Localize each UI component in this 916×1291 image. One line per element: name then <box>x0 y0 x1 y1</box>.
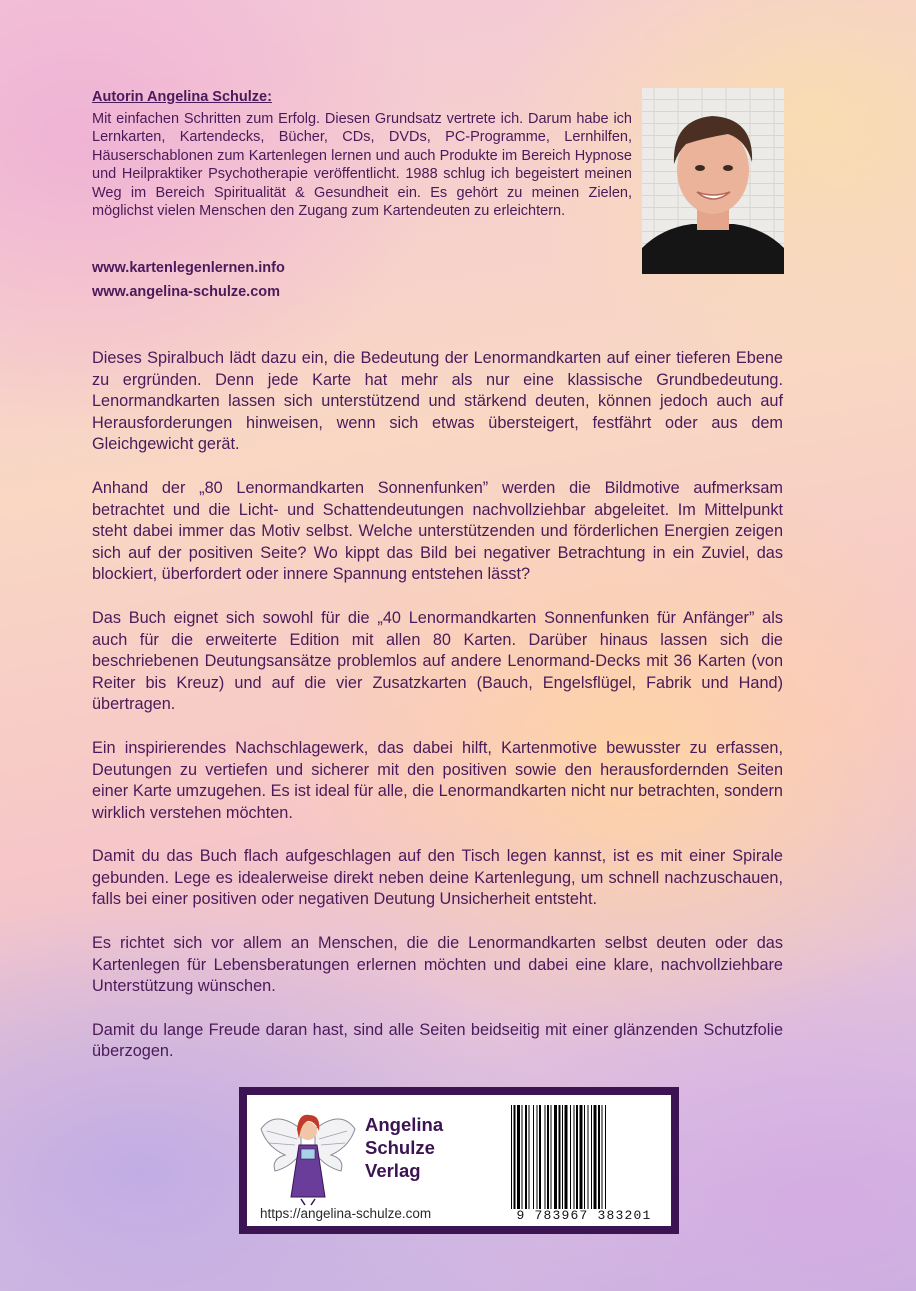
author-heading: Autorin Angelina Schulze: <box>92 89 272 105</box>
author-section <box>92 88 632 220</box>
description-paragraph: Damit du das Buch flach aufgeschlagen auf den Tisch legen kannst, ist es mit einer Spirale gebunden. Lege es idealerweise direkt neben deine Kartenlegung, um schnell nachzuschauen, falls bei einer positiven oder negativen Deutung Unsicherheit entsteht. <box>92 847 783 909</box>
description-paragraph: Ein inspirierendes Nachschlagewerk, das dabei hilft, Kartenmotive bewusster zu erfassen, Deutungen zu vertiefen und sicherer mit den positiven sowie den herausfordernden Seiten einer Karte umzugehen. Es ist ideal für alle, die Lenormandkarten nicht nur betrachten, sondern wirklich verstehen möchten. <box>92 738 783 822</box>
website-link-kartenlegenlernen[interactable]: www.kartenlegenlernen.info <box>92 260 285 276</box>
description-paragraph: Dieses Spiralbuch lädt dazu ein, die Bedeutung der Lenormandkarten auf einer tieferen Ebene zu ergründen. Denn jede Karte hat mehr als nur eine klassische Grundbedeutung. Lenormandkarten lassen sich unterstützend und stärkend deuten, können jedoch auch auf Herausforderungen hinweisen, wenn sich etwas übersteigert, festfährt oder aus dem Gleichgewicht gerät. <box>92 349 783 454</box>
website-link-angelina-schulze[interactable]: www.angelina-schulze.com <box>92 284 281 300</box>
publisher-url[interactable]: https://angelina-schulze.com <box>260 1206 432 1221</box>
publisher-box <box>239 1087 679 1234</box>
isbn-digits: 9 783967 383201 <box>516 1208 652 1223</box>
description-paragraph: Damit du lange Freude daran hast, sind alle Seiten beidseitig mit einer glänzenden Schutzfolie überzogen. <box>92 1020 783 1061</box>
description-paragraph: Das Buch eignet sich sowohl für die „40 Lenormandkarten Sonnenfunken für Anfänger” als auch für die erweiterte Edition mit allen 80 Karten. Darüber hinaus lassen sich die beschriebenen Deutungsansätze problemlos auf andere Lenormand-Decks mit 36 Karten (von Reiter bis Kreuz) und auf die vier Zusatzkarten (Bauch, Engelsflügel, Fabrik und Hand) übertragen. <box>92 608 783 714</box>
isbn-barcode <box>509 1105 659 1209</box>
author-photo <box>642 88 784 274</box>
author-bio: Mit einfachen Schritten zum Erfolg. Diesen Grundsatz vertrete ich. Darum habe ich Lernkarten, Kartendecks, Bücher, CDs, DVDs, PC-Programme, Lernhilfen, Häuserschablonen zum Kartenlegen lernen und auch Produkte im Bereich Hypnose und Heilpraktiker Psychotherapie veröffentlicht. 1988 schlug ich begeistert meinen Weg im Bereich Spiritualität & Gesundheit ein. Es gehört zu meinen Zielen, möglichst vielen Menschen den Zugang zum Kartendeuten zu erleichtern. <box>92 111 632 220</box>
angel-logo-icon <box>257 1099 359 1207</box>
publisher-name-line: Angelina <box>365 1114 444 1135</box>
publisher-name-line: Verlag <box>365 1160 421 1181</box>
publisher-name <box>365 1113 443 1182</box>
description-paragraph: Es richtet sich vor allem an Menschen, die die Lenormandkarten selbst deuten oder das Kartenlegen für Lebensberatungen erlernen möchten und dabei eine klare, nachvollziehbare Unterstützung wünschen. <box>92 934 783 996</box>
publisher-panel <box>247 1095 671 1226</box>
book-description <box>92 348 783 1085</box>
publisher-name-line: Schulze <box>365 1137 435 1158</box>
description-paragraph: Anhand der „80 Lenormandkarten Sonnenfunken” werden die Bildmotive aufmerksam betrachtet und die Licht- und Schattendeutungen nachvollziehbar abgeleitet. Im Mittelpunkt steht dabei immer das Motiv selbst. Welche unterstützenden und förderlichen Energien zeigen sich auf der positiven Seite? Wo kippt das Bild bei negativer Betrachtung in ein Zuviel, das blockiert, überfordert oder innere Spannung entstehen lässt? <box>92 478 783 584</box>
